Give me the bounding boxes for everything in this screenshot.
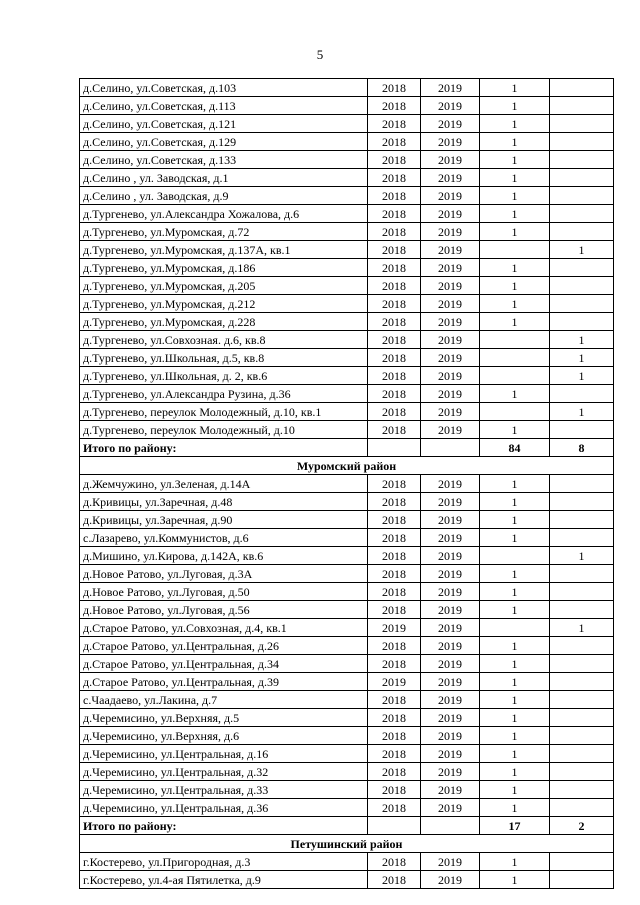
year-start-cell: 2018 [368,133,421,151]
count-apartment-cell [550,187,614,205]
year-start-cell: 2018 [368,691,421,709]
count-cell: 1 [480,259,550,277]
table-row [80,151,614,169]
year-end-cell: 2019 [421,421,480,439]
table-row [80,349,614,367]
year-start-cell: 2018 [368,871,421,889]
year-end-cell: 2019 [421,565,480,583]
table-row [80,115,614,133]
table-row [80,79,614,97]
year-start-cell: 2018 [368,709,421,727]
count-cell: 1 [480,493,550,511]
address-cell: д.Тургенево, ул.Александра Хожалова, д.6 [80,205,368,223]
count-cell: 1 [480,169,550,187]
count-apartment-cell [550,475,614,493]
year-end-cell: 2019 [421,655,480,673]
table-row [80,277,614,295]
table-row [80,259,614,277]
count-cell: 1 [480,799,550,817]
count-apartment-cell [550,421,614,439]
count-cell: 1 [480,511,550,529]
count-apartment-cell [550,763,614,781]
empty-cell [368,817,421,835]
count-apartment-cell [550,691,614,709]
year-start-cell: 2018 [368,223,421,241]
year-end-cell: 2019 [421,79,480,97]
year-start-cell: 2018 [368,601,421,619]
count-apartment-cell [550,727,614,745]
count-apartment-cell [550,673,614,691]
housing-table [79,78,614,889]
table-row [80,655,614,673]
year-end-cell: 2019 [421,691,480,709]
year-start-cell: 2018 [368,331,421,349]
year-start-cell: 2018 [368,79,421,97]
year-end-cell: 2019 [421,241,480,259]
table-row [80,781,614,799]
year-end-cell: 2019 [421,673,480,691]
count-apartment-cell [550,637,614,655]
count-cell: 1 [480,151,550,169]
year-start-cell: 2018 [368,151,421,169]
address-cell: д.Новое Ратово, ул.Луговая, д.50 [80,583,368,601]
table-row [80,529,614,547]
table-row [80,133,614,151]
count-apartment-cell [550,259,614,277]
count-apartment-cell: 1 [550,547,614,565]
year-start-cell: 2018 [368,259,421,277]
address-cell: г.Костерево, ул.4-ая Пятилетка, д.9 [80,871,368,889]
table-row [80,475,614,493]
address-cell: с.Чаадаево, ул.Лакина, д.7 [80,691,368,709]
address-cell: д.Черемисино, ул.Центральная, д.36 [80,799,368,817]
table-row [80,601,614,619]
year-start-cell: 2018 [368,475,421,493]
count-apartment-cell [550,277,614,295]
year-start-cell: 2018 [368,385,421,403]
count-cell: 1 [480,745,550,763]
district-header-row [80,457,614,475]
table-row [80,367,614,385]
table-row [80,241,614,259]
address-cell: д.Тургенево, ул.Муромская, д.72 [80,223,368,241]
count-cell [480,547,550,565]
total-count-apartment-cell: 8 [550,439,614,457]
address-cell: д.Селино, ул.Советская, д.133 [80,151,368,169]
year-end-cell: 2019 [421,331,480,349]
count-cell [480,619,550,637]
count-apartment-cell [550,709,614,727]
address-cell: д.Селино , ул. Заводская, д.1 [80,169,368,187]
year-start-cell: 2018 [368,547,421,565]
count-apartment-cell [550,655,614,673]
count-apartment-cell: 1 [550,367,614,385]
year-start-cell: 2018 [368,97,421,115]
table-row [80,97,614,115]
count-cell: 1 [480,655,550,673]
table-row [80,727,614,745]
year-end-cell: 2019 [421,367,480,385]
address-cell: д.Черемисино, ул.Верхняя, д.6 [80,727,368,745]
count-apartment-cell: 1 [550,403,614,421]
year-start-cell: 2018 [368,187,421,205]
address-cell: д.Тургенево, ул.Муромская, д.137А, кв.1 [80,241,368,259]
year-start-cell: 2018 [368,655,421,673]
table-row [80,709,614,727]
year-start-cell: 2018 [368,853,421,871]
address-cell: д.Селино, ул.Советская, д.103 [80,79,368,97]
table-row [80,565,614,583]
total-count-cell: 17 [480,817,550,835]
address-cell: д.Кривицы, ул.Заречная, д.48 [80,493,368,511]
address-cell: д.Тургенево, ул.Школьная, д.5, кв.8 [80,349,368,367]
count-apartment-cell [550,781,614,799]
count-apartment-cell [550,97,614,115]
address-cell: с.Лазарево, ул.Коммунистов, д.6 [80,529,368,547]
address-cell: д.Новое Ратово, ул.Луговая, д.3А [80,565,368,583]
table-row [80,619,614,637]
address-cell: д.Селино, ул.Советская, д.121 [80,115,368,133]
count-apartment-cell [550,511,614,529]
address-cell: д.Тургенево, переулок Молодежный, д.10 [80,421,368,439]
district-title: Петушинский район [80,835,614,853]
address-cell: д.Черемисино, ул.Верхняя, д.5 [80,709,368,727]
address-cell: д.Селино, ул.Советская, д.129 [80,133,368,151]
count-cell: 1 [480,781,550,799]
table-row [80,763,614,781]
count-apartment-cell: 1 [550,241,614,259]
year-start-cell: 2018 [368,295,421,313]
district-title: Муромский район [80,457,614,475]
count-cell [480,349,550,367]
address-cell: д.Тургенево, ул.Муромская, д.186 [80,259,368,277]
count-apartment-cell [550,169,614,187]
year-start-cell: 2018 [368,115,421,133]
year-start-cell: 2018 [368,727,421,745]
year-end-cell: 2019 [421,313,480,331]
year-end-cell: 2019 [421,403,480,421]
count-apartment-cell [550,115,614,133]
count-cell: 1 [480,673,550,691]
count-cell: 1 [480,727,550,745]
empty-cell [368,439,421,457]
year-end-cell: 2019 [421,709,480,727]
address-cell: д.Тургенево, ул.Муромская, д.212 [80,295,368,313]
table-row [80,511,614,529]
year-start-cell: 2019 [368,673,421,691]
year-start-cell: 2018 [368,349,421,367]
year-start-cell: 2018 [368,421,421,439]
count-cell: 1 [480,637,550,655]
address-cell: д.Старое Ратово, ул.Центральная, д.26 [80,637,368,655]
total-count-cell: 84 [480,439,550,457]
table-row [80,205,614,223]
page-number: 5 [316,47,324,62]
count-cell: 1 [480,313,550,331]
year-start-cell: 2018 [368,205,421,223]
table-row [80,493,614,511]
count-apartment-cell [550,313,614,331]
count-apartment-cell [550,205,614,223]
year-end-cell: 2019 [421,871,480,889]
count-cell [480,331,550,349]
count-apartment-cell [550,493,614,511]
year-start-cell: 2018 [368,799,421,817]
year-start-cell: 2018 [368,277,421,295]
year-start-cell: 2018 [368,511,421,529]
count-cell: 1 [480,97,550,115]
year-end-cell: 2019 [421,187,480,205]
table-row [80,187,614,205]
address-cell: д.Тургенево, ул.Муромская, д.228 [80,313,368,331]
year-end-cell: 2019 [421,385,480,403]
year-end-cell: 2019 [421,547,480,565]
district-header-row [80,835,614,853]
count-cell: 1 [480,871,550,889]
table-body [80,79,614,889]
table-row [80,295,614,313]
count-apartment-cell [550,853,614,871]
count-cell: 1 [480,691,550,709]
table-row [80,403,614,421]
table-row [80,799,614,817]
count-cell: 1 [480,583,550,601]
table-row [80,691,614,709]
district-total-row [80,817,614,835]
count-apartment-cell: 1 [550,331,614,349]
table-row [80,169,614,187]
count-apartment-cell [550,79,614,97]
year-start-cell: 2018 [368,763,421,781]
address-cell: д.Черемисино, ул.Центральная, д.33 [80,781,368,799]
year-end-cell: 2019 [421,529,480,547]
empty-cell [421,817,480,835]
address-cell: г.Костерево, ул.Пригородная, д.3 [80,853,368,871]
year-start-cell: 2018 [368,403,421,421]
count-cell: 1 [480,187,550,205]
year-end-cell: 2019 [421,349,480,367]
address-cell: д.Новое Ратово, ул.Луговая, д.56 [80,601,368,619]
count-cell: 1 [480,763,550,781]
table-row [80,853,614,871]
count-apartment-cell [550,565,614,583]
count-apartment-cell [550,601,614,619]
empty-cell [421,439,480,457]
address-cell: д.Тургенево, ул.Муромская, д.205 [80,277,368,295]
count-cell [480,241,550,259]
count-apartment-cell [550,385,614,403]
count-cell: 1 [480,709,550,727]
year-end-cell: 2019 [421,763,480,781]
address-cell: д.Тургенево, ул.Александра Рузина, д.36 [80,385,368,403]
year-end-cell: 2019 [421,97,480,115]
count-cell: 1 [480,529,550,547]
table-row [80,421,614,439]
address-cell: д.Черемисино, ул.Центральная, д.16 [80,745,368,763]
year-end-cell: 2019 [421,205,480,223]
year-start-cell: 2018 [368,529,421,547]
table-row [80,745,614,763]
year-end-cell: 2019 [421,853,480,871]
year-start-cell: 2018 [368,745,421,763]
year-end-cell: 2019 [421,745,480,763]
total-label: Итого по району: [80,817,368,835]
count-apartment-cell [550,583,614,601]
year-end-cell: 2019 [421,601,480,619]
count-cell: 1 [480,385,550,403]
count-cell: 1 [480,601,550,619]
year-end-cell: 2019 [421,169,480,187]
address-cell: д.Тургенево, ул.Школьная, д. 2, кв.6 [80,367,368,385]
count-apartment-cell [550,223,614,241]
year-end-cell: 2019 [421,133,480,151]
count-cell: 1 [480,565,550,583]
count-cell: 1 [480,277,550,295]
year-end-cell: 2019 [421,151,480,169]
count-apartment-cell: 1 [550,349,614,367]
count-apartment-cell: 1 [550,619,614,637]
count-cell: 1 [480,133,550,151]
count-apartment-cell [550,133,614,151]
total-count-apartment-cell: 2 [550,817,614,835]
year-start-cell: 2018 [368,169,421,187]
count-cell: 1 [480,421,550,439]
year-start-cell: 2018 [368,313,421,331]
count-cell: 1 [480,115,550,133]
year-end-cell: 2019 [421,223,480,241]
count-cell: 1 [480,223,550,241]
address-cell: д.Тургенево, ул.Совхозная. д.6, кв.8 [80,331,368,349]
year-end-cell: 2019 [421,727,480,745]
address-cell: д.Старое Ратово, ул.Совхозная, д.4, кв.1 [80,619,368,637]
address-cell: д.Жемчужино, ул.Зеленая, д.14А [80,475,368,493]
count-cell: 1 [480,79,550,97]
year-start-cell: 2018 [368,637,421,655]
table-row [80,637,614,655]
table-row [80,385,614,403]
address-cell: д.Тургенево, переулок Молодежный, д.10, кв.1 [80,403,368,421]
count-cell: 1 [480,475,550,493]
year-end-cell: 2019 [421,583,480,601]
count-apartment-cell [550,529,614,547]
table-row [80,583,614,601]
table-row [80,871,614,889]
year-start-cell: 2018 [368,367,421,385]
district-total-row [80,439,614,457]
address-cell: д.Кривицы, ул.Заречная, д.90 [80,511,368,529]
year-end-cell: 2019 [421,799,480,817]
year-start-cell: 2018 [368,781,421,799]
count-cell: 1 [480,853,550,871]
year-end-cell: 2019 [421,475,480,493]
table-row [80,331,614,349]
table-row [80,547,614,565]
year-end-cell: 2019 [421,619,480,637]
count-cell [480,403,550,421]
year-start-cell: 2018 [368,493,421,511]
address-cell: д.Селино , ул. Заводская, д.9 [80,187,368,205]
year-end-cell: 2019 [421,781,480,799]
address-cell: д.Селино, ул.Советская, д.113 [80,97,368,115]
year-end-cell: 2019 [421,259,480,277]
year-start-cell: 2018 [368,241,421,259]
total-label: Итого по району: [80,439,368,457]
address-cell: д.Старое Ратово, ул.Центральная, д.39 [80,673,368,691]
count-apartment-cell [550,295,614,313]
count-apartment-cell [550,151,614,169]
address-cell: д.Старое Ратово, ул.Центральная, д.34 [80,655,368,673]
year-start-cell: 2019 [368,619,421,637]
count-apartment-cell [550,799,614,817]
year-end-cell: 2019 [421,115,480,133]
count-apartment-cell [550,871,614,889]
year-start-cell: 2018 [368,565,421,583]
year-end-cell: 2019 [421,295,480,313]
year-end-cell: 2019 [421,511,480,529]
address-cell: д.Мишино, ул.Кирова, д.142А, кв.6 [80,547,368,565]
year-start-cell: 2018 [368,583,421,601]
year-end-cell: 2019 [421,277,480,295]
count-cell [480,367,550,385]
year-end-cell: 2019 [421,637,480,655]
year-end-cell: 2019 [421,493,480,511]
table-row [80,313,614,331]
table-row [80,223,614,241]
address-cell: д.Черемисино, ул.Центральная, д.32 [80,763,368,781]
table-row [80,673,614,691]
count-cell: 1 [480,295,550,313]
count-cell: 1 [480,205,550,223]
count-apartment-cell [550,745,614,763]
